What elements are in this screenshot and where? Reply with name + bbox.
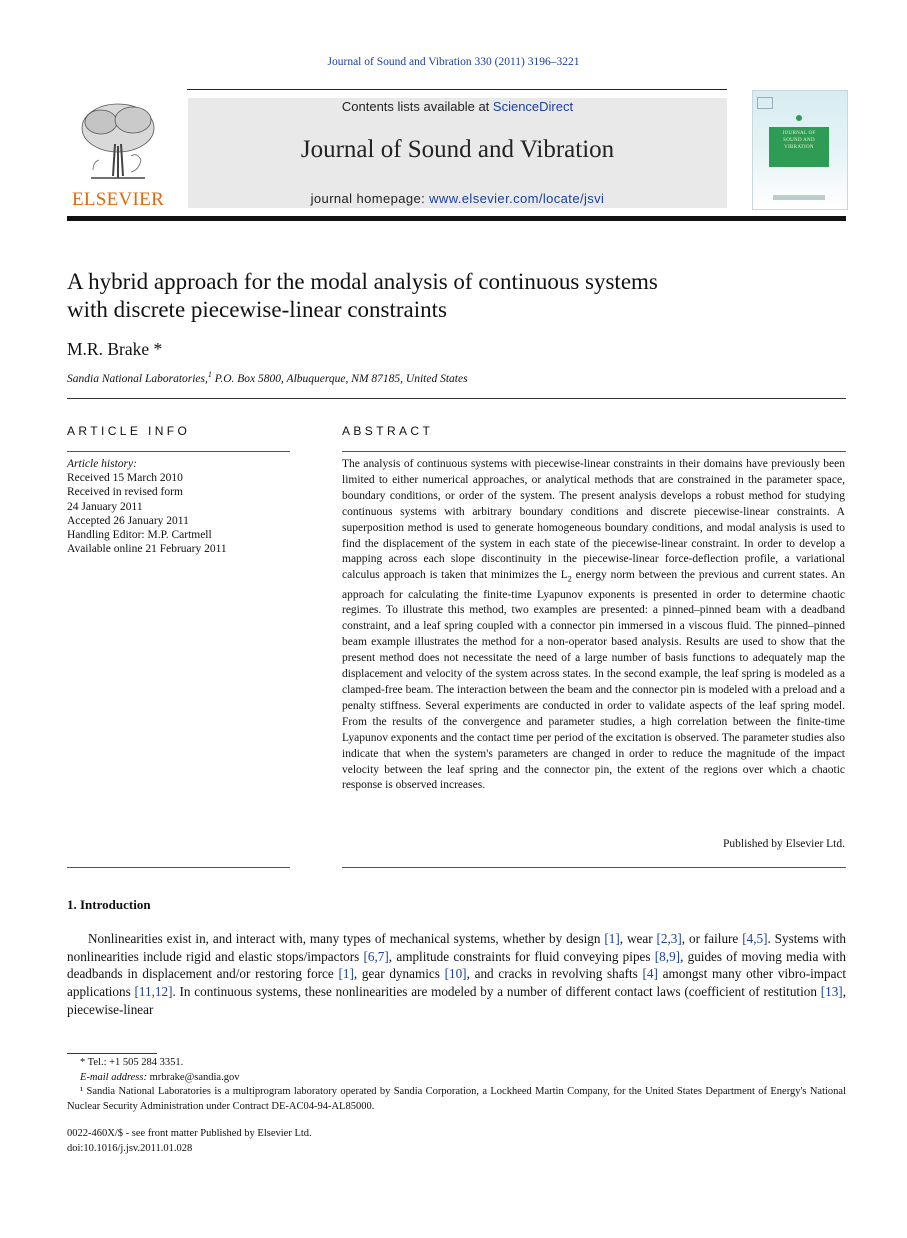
cover-title-panel	[769, 127, 829, 167]
paper-title-line: A hybrid approach for the modal analysis of continuous systems	[67, 269, 658, 294]
intro-text: , or failure	[681, 931, 743, 946]
elsevier-wordmark: ELSEVIER	[71, 189, 165, 210]
cover-emblem-icon	[796, 115, 802, 121]
history-item: Accepted 26 January 2011	[67, 514, 189, 527]
article-info-bottom-rule	[67, 867, 290, 868]
email-link[interactable]: mrbrake@sandia.gov	[146, 1071, 240, 1083]
cover-text-line: VIBRATION	[784, 145, 814, 150]
citation-ref-link[interactable]: [1]	[338, 966, 354, 982]
sciencedirect-link[interactable]: ScienceDirect	[492, 99, 574, 114]
history-label: Article history:	[67, 458, 137, 470]
header-thick-rule	[67, 216, 846, 221]
contents-line	[188, 99, 727, 114]
contents-prefix: Contents lists available at	[341, 99, 493, 114]
intro-text: , piecewise-linear	[67, 984, 846, 1017]
homepage-link[interactable]: www.elsevier.com/locate/jsvi	[429, 191, 605, 206]
author-name[interactable]	[67, 339, 162, 360]
history-item: Received 15 March 2010	[67, 472, 183, 485]
section-heading-introduction: 1. Introduction	[67, 897, 151, 912]
footnotes	[67, 1056, 846, 1114]
footnote-email	[67, 1071, 846, 1086]
elsevier-logo[interactable]	[67, 96, 169, 210]
email-label: E-mail address:	[80, 1071, 147, 1083]
introduction-paragraph	[67, 930, 846, 1019]
affiliation-rule	[67, 398, 846, 399]
affiliation-name: Sandia National Laboratories,	[67, 372, 208, 385]
corresponding-author-mark[interactable]: *	[149, 339, 163, 359]
cover-footer-bar	[773, 195, 825, 200]
cover-text-line: SOUND AND	[783, 138, 815, 143]
intro-text: , gear dynamics	[353, 966, 445, 982]
abstract-rule	[342, 451, 846, 452]
journal-cover-thumbnail[interactable]	[752, 90, 848, 210]
footnote-1: ¹ Sandia National Laboratories is a multiprogram laboratory operated by Sandia Corporation, a Lockheed Martin Company, for the United States Department of Energy's National Nuclear Security Administration under Contract DE-AC04-94-AL85000.	[67, 1086, 846, 1112]
elsevier-tree-icon	[71, 96, 165, 186]
front-matter	[67, 1127, 312, 1156]
history-item: Available online 21 February 2011	[67, 543, 227, 556]
abstract-publisher-line: Published by Elsevier Ltd.	[722, 838, 845, 850]
citation-ref-link[interactable]: [2,3]	[656, 931, 682, 946]
front-matter-line: 0022-460X/$ - see front matter Published by Elsevier Ltd.	[67, 1128, 312, 1139]
abstract-subscript: 2	[567, 574, 572, 584]
history-item: 24 January 2011	[67, 500, 143, 513]
journal-title: Journal of Sound and Vibration	[300, 136, 615, 163]
cover-logo-mark	[757, 97, 773, 109]
history-item: Received in revised form	[67, 486, 183, 499]
citation-ref-link[interactable]: [11,12]	[134, 984, 173, 1000]
article-history	[67, 457, 297, 556]
intro-text: , wear	[619, 931, 657, 946]
citation-ref-link[interactable]: [4,5]	[742, 931, 768, 946]
abstract-part: energy norm between the previous and current states. An approach for calculating the finite-time Lyapunov exponents is presented in order to determine chaotic regimes. To illustrate this method, two examples are presented: a pinned–pinned beam with a deadband constraint, and a leaf spring coupled with a connector pin immersed in a viscous fluid. The pinned–pinned beam example illustrates the method for a non-operator based analysis. Results are used to show that the present method does not necessitate the need of a large number of basis functions to adequately map the displacement and velocity of the system across states. In the second example, the leaf spring is modeled as a clamped-free beam. The interaction between the beam and the connector pin is modeled with a preload and a penalty stiffness. Several experiments are conducted in order to validate aspects of the leaf spring model. From the results of the convergence and parameter studies, a high correlation between the finite-time Lyapunov exponents and the contact time per period of the excitation is observed. The parameter studies also indicate that when the system's parameters are changed in order to reduce the magnitude of the impact velocity between the leaf spring and the connector pin, the extent of the regions over which a chaotic response is observed increases.	[342, 569, 845, 792]
doi-link[interactable]: doi:10.1016/j.jsv.2011.01.028	[67, 1142, 193, 1154]
intro-text: amongst many other vibro-impact applications	[67, 966, 846, 1000]
affiliation-footnote-mark[interactable]: 1	[207, 370, 212, 379]
citation-ref-link[interactable]: [1]	[604, 931, 620, 946]
journal-citation[interactable]: Journal of Sound and Vibration 330 (2011) 3196–3221	[327, 56, 580, 68]
intro-text: , amplitude constraints for fluid conveying pipes	[388, 948, 655, 964]
homepage-line	[188, 191, 727, 206]
citation-ref-link[interactable]: [6,7]	[363, 948, 389, 964]
citation-ref-link[interactable]: [8,9]	[654, 948, 681, 964]
abstract-heading: ABSTRACT	[342, 424, 434, 438]
cover-text-line: JOURNAL OF	[782, 131, 816, 136]
citation-ref-link[interactable]: [13]	[820, 984, 843, 1000]
abstract-part: The analysis of continuous systems with piecewise-linear constraints in their domains have previously been limited to either numerical approaches, or analytical methods that are constrained in the parameter space, boundary conditions, or order of the system. The present analysis develops a robust method for studying continuous systems with arbitrary boundary conditions and discrete piecewise-linear constraints. A superposition method is used to generate homogeneous boundary conditions, and modal analysis is used to find the displacement of the system in each state of the piecewise-linear constraint. In order to develop a mapping across each slope discontinuity in the piecewise-linear force-deflection profile, a variational calculus approach is taken that minimizes the L	[342, 458, 845, 582]
intro-text: , and cracks in revolving shafts	[466, 966, 643, 982]
article-info-rule	[67, 451, 290, 452]
author-text: M.R. Brake	[67, 339, 150, 359]
history-item: Handling Editor: M.P. Cartmell	[67, 529, 212, 542]
journal-banner	[188, 98, 727, 208]
intro-text: Nonlinearities exist in, and interact with, many types of mechanical systems, whether by design	[88, 931, 605, 946]
intro-text: , guides of moving media with deadbands in displacement and/or restoring force	[67, 948, 846, 982]
intro-text: . In continuous systems, these nonlinearities are modeled by a number of different contact laws (coefficient of restitution	[172, 984, 821, 1000]
intro-text: . Systems with nonlinearities include rigid and elastic stops/impactors	[67, 931, 846, 964]
paper-title	[67, 268, 827, 324]
paper-title-line: with discrete piecewise-linear constraints	[67, 297, 447, 322]
abstract-bottom-rule	[342, 867, 846, 868]
article-info-heading: ARTICLE INFO	[67, 424, 191, 438]
footnote-rule	[67, 1053, 157, 1054]
abstract-text	[342, 457, 845, 794]
footnote-tel: * Tel.: +1 505 284 3351.	[80, 1057, 184, 1068]
citation-ref-link[interactable]: [4]	[642, 966, 658, 982]
citation-ref-link[interactable]: [10]	[444, 966, 467, 982]
affiliation-address: P.O. Box 5800, Albuquerque, NM 87185, United States	[211, 372, 468, 385]
header-rule	[187, 89, 727, 90]
affiliation	[67, 370, 468, 385]
homepage-prefix: journal homepage:	[310, 191, 430, 206]
